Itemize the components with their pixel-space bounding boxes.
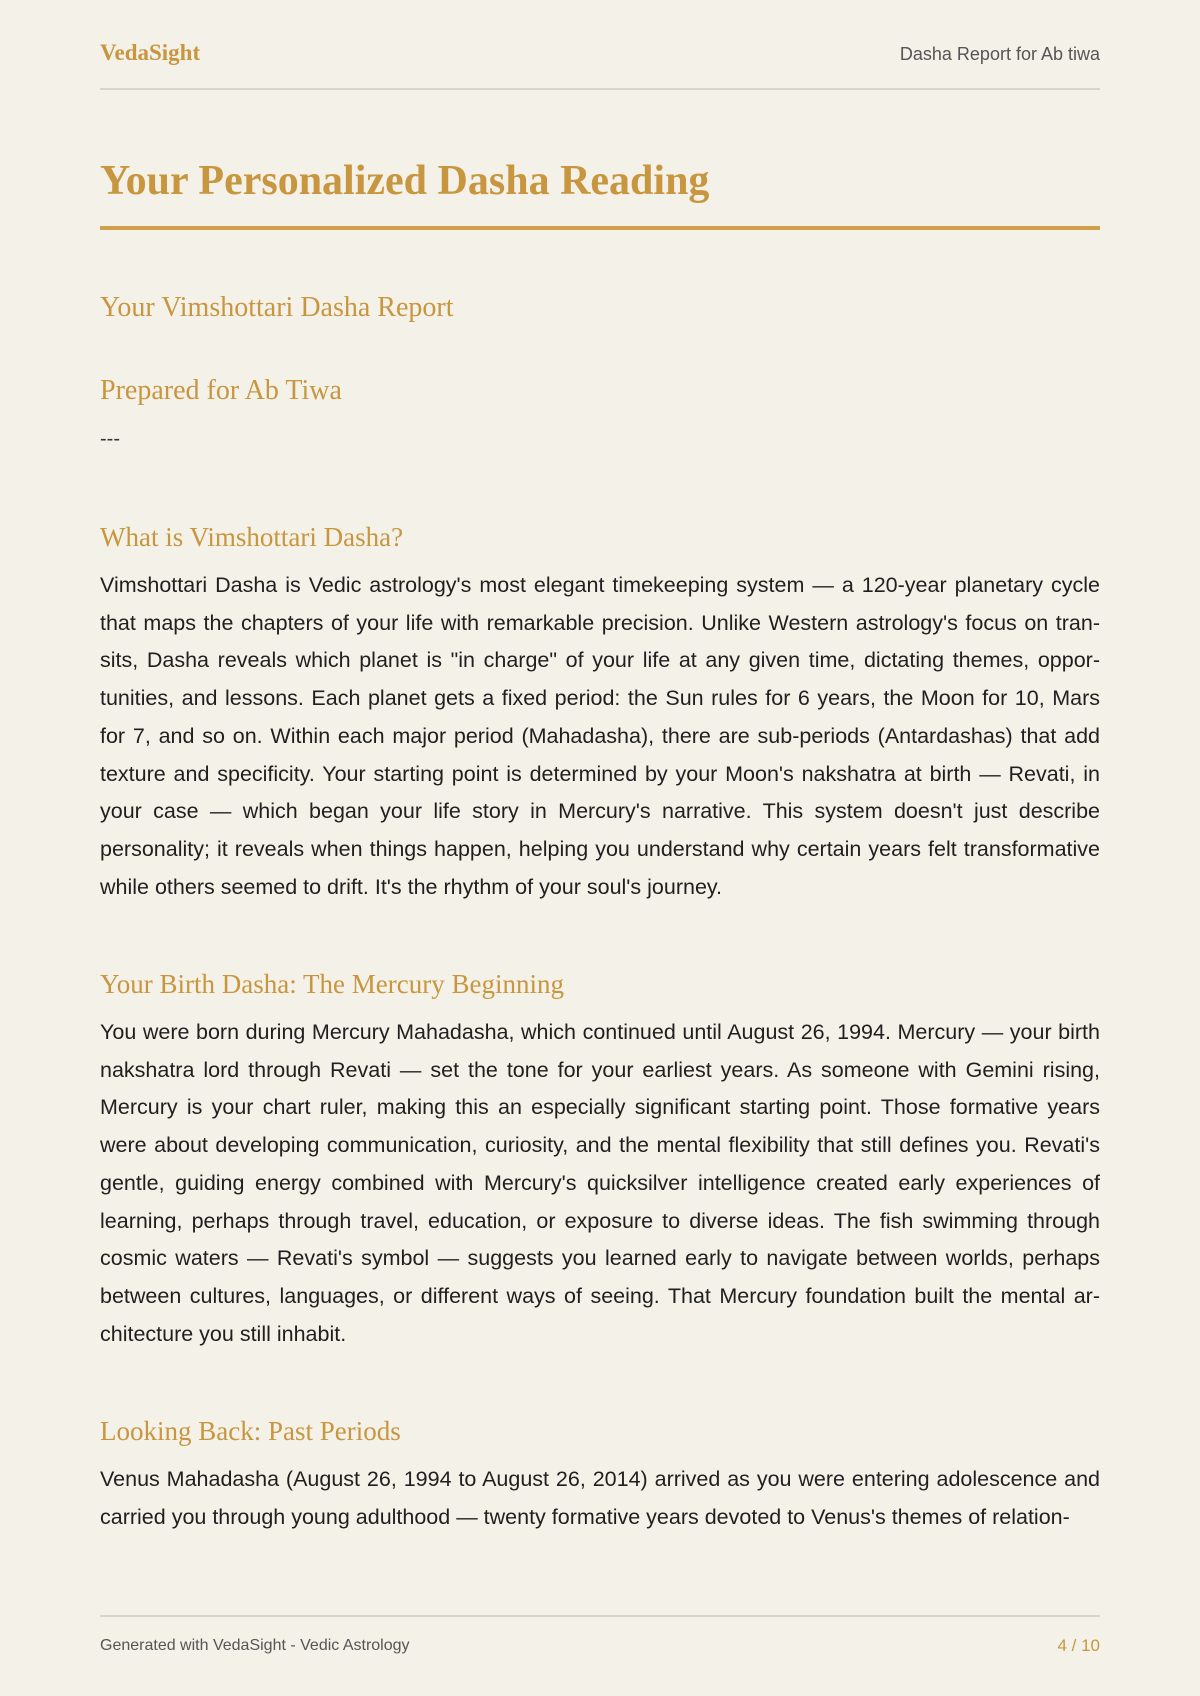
section-separator: ---: [100, 428, 120, 450]
page-number: 4 / 10: [1057, 1636, 1100, 1655]
page-header: [100, 36, 1100, 90]
section-body-past-periods: Venus Mahadasha (August 26, 1994 to August 26, 2014) arrived as you were entering adolescence and carried you through young adulthood — twenty formative years devoted to Venus's themes of relation-: [100, 1467, 1100, 1529]
header-report-for: Dasha Report for Ab tiwa: [899, 44, 1100, 64]
section-body-birth-dasha: You were born during Mercury Mahadasha, which continued until August 26, 1994. Mercury — your birth nakshatra lord through Revati — set the tone for your earliest years. As someone with Gemini rising, Mercury is your chart ruler, making this an especially significant starting point. Those formative years were about developing communication, curiosity, and the mental flexibility that still defines you. Revati's gentle, guiding energy combined with Mercury's quicksilver intelligence created early experiences of learning, perhaps through travel, education, or exposure to diverse ideas. The fish swimming through cosmic waters — Revati's symbol — suggests you learned early to navigate between worlds, perhaps between cultures, languages, or different ways of seeing. That Mercury foundation built the mental architecture you still inhabit.: [100, 1020, 1100, 1346]
report-title: Your Vimshottari Dasha Report: [100, 292, 454, 323]
section-heading-past-periods: Looking Back: Past Periods: [100, 1416, 401, 1446]
footer-generated-note: Generated with VedaSight - Vedic Astrology: [100, 1637, 410, 1654]
brand-logo-text: VedaSight: [100, 40, 201, 65]
section-heading-birth-dasha: Your Birth Dasha: The Mercury Beginning: [100, 969, 564, 999]
title-divider: [100, 226, 1100, 230]
report-page: [100, 0, 1100, 1696]
section-body-what-is-dasha: Vimshottari Dasha is Vedic astrology's most elegant timekeeping system — a 120-year planetary cycle that maps the chapters of your life with remarkable precision. Unlike Western astrology's focus on transits, Dasha reveals which planet is "in charge" of your life at any given time, dictating themes, opportunities, and lessons. Each planet gets a fixed period: the Sun rules for 6 years, the Moon for 10, Mars for 7, and so on. Within each major period (Mahadasha), there are sub-periods (Antardashas) that add texture and specificity. Your starting point is determined by your Moon's nakshatra at birth — Revati, in your case — which began your life story in Mercury's narrative. This system doesn't just describe personality; it reveals when things happen, helping you understand why certain years felt transformative while others seemed to drift. It's the rhythm of your soul's journey.: [100, 573, 1100, 899]
page-footer: [100, 1615, 1100, 1667]
page-title: Your Personalized Dasha Reading: [100, 158, 710, 204]
prepared-for: Prepared for Ab Tiwa: [100, 375, 342, 406]
section-heading-what-is-dasha: What is Vimshottari Dasha?: [100, 522, 404, 552]
